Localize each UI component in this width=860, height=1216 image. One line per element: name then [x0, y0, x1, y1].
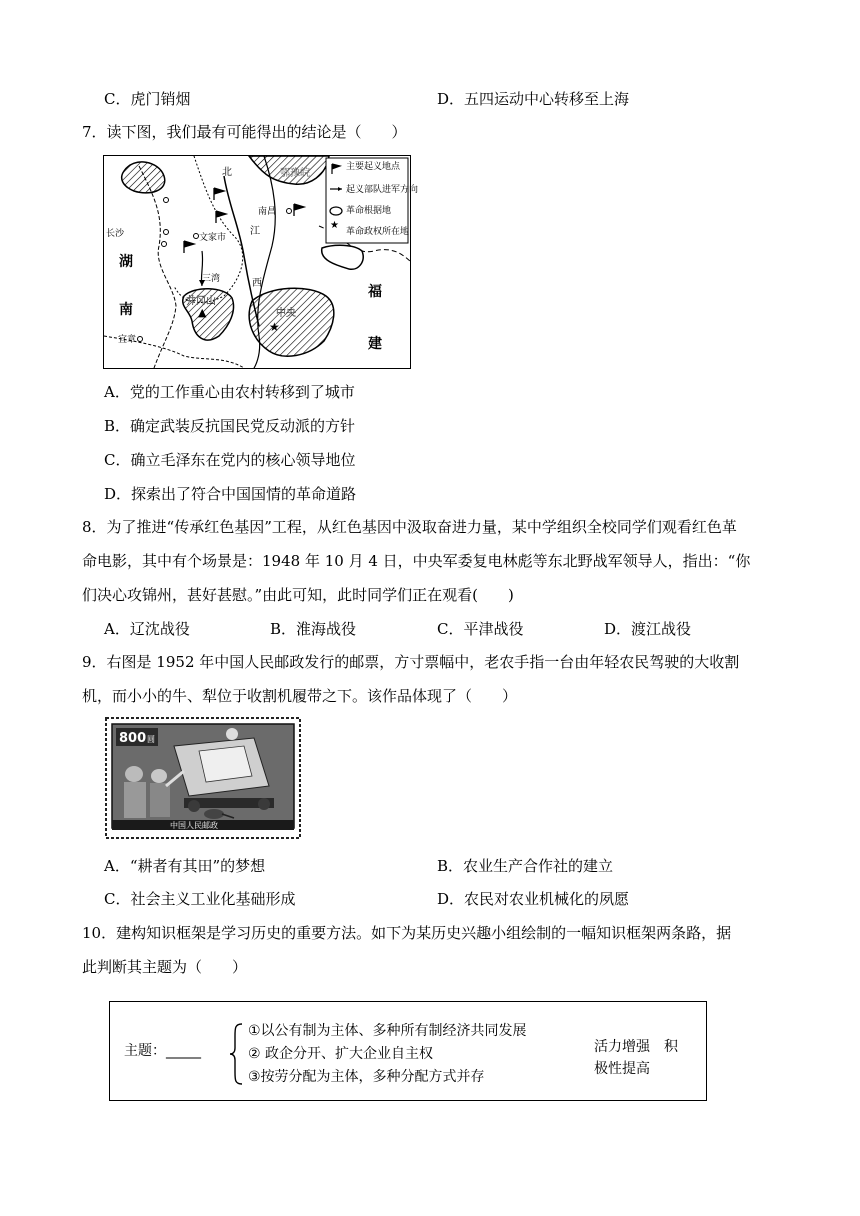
label-north: 北 — [222, 167, 232, 178]
label-changsha: 长沙 — [106, 229, 125, 239]
stamp-value: 800 — [119, 731, 147, 746]
label-hu: 湖 — [119, 254, 133, 270]
q7-map — [103, 155, 419, 369]
q8-line-3: 们决心攻锦州，甚好甚慰。”由此可知，此时同学们正在观看( ) — [82, 586, 514, 604]
framework-result-line-2: 极性提高 — [594, 1061, 650, 1077]
q8-option-b: B．淮海战役 — [270, 620, 357, 638]
q7-option-a: A．党的工作重心由农村转移到了城市 — [104, 383, 355, 401]
q10-line-1: 10．建构知识框架是学习历史的重要方法。如下为某历史兴趣小组绘制的一幅知识框架两条路，据 — [82, 924, 732, 942]
label-xi: 西 — [252, 278, 262, 289]
q7-option-b: B．确定武装反抗国民党反动派的方针 — [104, 417, 356, 435]
q8-line-1: 8．为了推进“传承红色基因”工程，从红色基因中汲取奋进力量，某中学组织全校同学们观看红色革 — [82, 518, 737, 536]
framework-item-3: ③按劳分配为主体，多种分配方式并存 — [248, 1069, 485, 1085]
q9-line-1: 9．右图是 1952 年中国人民邮政发行的邮票，方寸票幅中，老农手指一台由年轻农民驾驶的大收割 — [82, 653, 740, 671]
q9-option-c: C．社会主义工业化基础形成 — [104, 890, 296, 908]
q9-option-b: B．农业生产合作社的建立 — [437, 857, 614, 875]
q9-option-d: D．农民对农业机械化的夙愿 — [437, 890, 630, 908]
q8-option-c: C．平津战役 — [437, 620, 524, 638]
label-nan: 南 — [119, 302, 133, 318]
q8-line-2: 命电影，其中有个场景是：1948 年 10 月 4 日，中央军委复电林彪等东北野战军领导人，指出：“你 — [82, 552, 751, 570]
q9-option-a: A．“耕者有其田”的梦想 — [104, 857, 266, 875]
harvester-stamp-figure — [104, 716, 302, 840]
framework-result-line-1: 活力增强 积 — [594, 1039, 678, 1055]
label-nanchang: 南昌 — [258, 207, 277, 217]
q8-option-a: A．辽沈战役 — [104, 620, 190, 638]
revolution-map-figure — [104, 156, 419, 368]
q9-line-2: 机，而小小的牛、犁位于收割机履带之下。该作品体现了（ ） — [82, 687, 518, 705]
framework-item-2: ② 政企分开、扩大企业自主权 — [248, 1046, 434, 1062]
legend-label-march: 起义部队进军方向 — [346, 185, 419, 195]
q10-knowledge-framework — [109, 1001, 707, 1101]
label-yizhang: 宜章 — [118, 335, 137, 345]
q7-option-c: C．确立毛泽东在党内的核心领导地位 — [104, 451, 356, 469]
label-zhongyang: 中央 — [276, 308, 296, 319]
svg-text:★: ★ — [330, 220, 339, 231]
q10-line-2: 此判断其主题为（ ） — [82, 958, 248, 976]
label-jinggangshan: 井冈山 — [186, 296, 216, 307]
svg-text:★: ★ — [269, 320, 280, 334]
stamp-caption: 中国人民邮政 — [170, 821, 218, 830]
q9-stamp-image — [104, 716, 302, 840]
framework-theme-label: 主题：_____ — [124, 1043, 201, 1059]
label-jiang: 江 — [250, 226, 260, 237]
q6-option-c: C．虎门销烟 — [104, 90, 191, 108]
legend-label-regime: 革命政权所在地 — [346, 227, 410, 237]
legend-label-uprising: 主要起义地点 — [346, 162, 401, 172]
label-jian: 建 — [368, 336, 382, 352]
q7-option-d: D．探索出了符合中国国情的革命道路 — [104, 485, 357, 503]
label-fu: 福 — [368, 284, 382, 300]
legend-label-base: 革命根据地 — [346, 206, 392, 216]
q8-option-d: D．渡江战役 — [604, 620, 692, 638]
framework-item-1: ①以公有制为主体、多种所有制经济共同发展 — [248, 1023, 527, 1039]
stamp-unit: 圆 — [147, 735, 155, 744]
svg-text:▲: ▲ — [198, 306, 207, 319]
label-eyuwan: 鄂豫皖 — [280, 168, 310, 179]
label-wenjiashi: 文家市 — [199, 233, 227, 243]
label-sanwan: 三湾 — [202, 274, 221, 284]
q6-option-d: D．五四运动中心转移至上海 — [437, 90, 630, 108]
left-brace-icon — [228, 1022, 244, 1086]
q7-stem: 7．读下图，我们最有可能得出的结论是（ ） — [82, 123, 407, 141]
